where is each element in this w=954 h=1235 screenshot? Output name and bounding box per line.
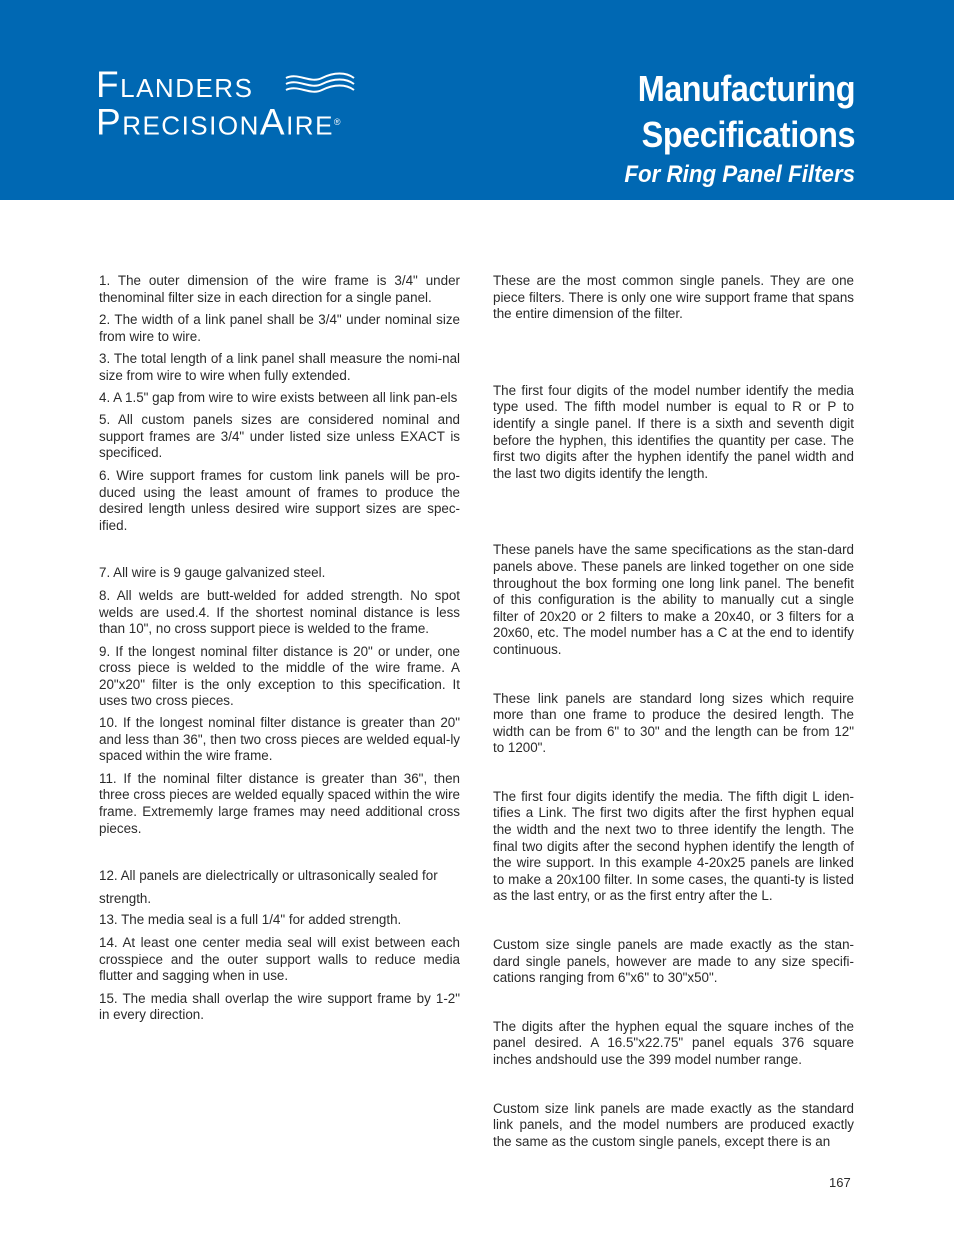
standard-panels-model-number: The first four digits of the model number identify the media type used. The fifth model number is equal to R or P to identify a single panel. If there is a sixth and seventh digit before the hyphen, this identifies the quantity per case. The first two digits after the hyphen identify the panel width and the last two digits identify the length. [493,382,854,481]
custom-single-panels-model-number: The digits after the hyphen equal the square inches of the panel desired. A 16.5"x22.75" panel equals 376 square inches andshould use the 399 model number range. [493,1018,854,1067]
spec-item-8: 8. All welds are butt-welded for added strength. No spot welds are used.4. If the shortest nominal distance is less than 10", no cross support piece is welded to the frame. [99,587,460,637]
spec-item-3: 3. The total length of a link panel shall measure the nomi-nal size from wire to wire when fully extended. [99,351,460,383]
spec-item-14: 14. At least one center media seal will exist between each crosspiece and the outer support walls to reduce media flutter and sagging when in use. [99,935,460,984]
spec-item-10: 10. If the longest nominal filter distance is greater than 20" and less than 36", then two cross pieces are welded equal-ly spaced within the wire frame. [99,715,460,764]
custom-single-panels-description: Custom size single panels are made exactly as the stan-dard single panels, however are made to any size specifi-cations ranging from 6"x6" to 30"x50". [493,937,854,986]
spec-item-12: 12. All panels are dielectrically or ultrasonically sealed for [99,868,438,884]
header-banner [0,0,954,200]
spec-item-5: 5. All custom panels sizes are considered nominal and support frames are 3/4" under listed size unless EXACT is specificed. [99,412,460,461]
spec-item-9: 9. If the longest nominal filter distance is 20" or under, one cross piece is welded to the middle of the wire frame. A 20"x20" filter is the only exception to this specification. It uses two cross pieces. [99,643,460,709]
waves-icon [284,72,356,98]
spec-item-6: 6. Wire support frames for custom link panels will be pro-duced using the least amount of frames to produce the desired length unless desired wire support sizes are spec-ified. [99,467,460,533]
logo-line-2: PRECISIONAIRE® [96,101,343,143]
page-title-line-1: Manufacturing [637,68,855,109]
page-title-line-2: Specifications [641,114,855,155]
logo-line-1: FLANDERS [96,64,254,105]
continuous-panels-description: These panels have the same specifications as the stan-dard panels above. These panels are linked together on one side throughout the box forming one long link panel. The benefit of this configuration is the ability to manually cut a single filter of 20x20 or 2 filters to make a 20x40, or 3 filters for a 20x60, etc. The model number has a C at the end to identify continuous. [493,542,854,657]
page-number: 167 [829,1175,851,1190]
spec-item-13: 13. The media seal is a full 1/4" for added strength. [99,912,402,928]
spec-item-15: 15. The media shall overlap the wire support frame by 1-2" in every direction. [99,990,460,1023]
company-logo [96,64,343,143]
spec-item-11: 11. If the nominal filter distance is greater than 36", then three cross pieces are welded equally spaced within the wire frame. Extrememly large frames may need additional cross pieces. [99,770,460,836]
title-block [607,66,855,190]
link-panels-model-number: The first four digits identify the media. The fifth digit L iden-tifies a Link. The first two digits after the first hyphen equal the width and the next two to three identify the length. The final two digits after the second hyphen identify the length of the wire support. In this example 4-20x25 panels are linked to make a 20x100 filter. In some cases, the quanti-ty is listed as the last entry, or as the first entry after the L. [493,788,854,904]
spec-item-2: 2. The width of a link panel shall be 3/4" under nominal size from wire to wire. [99,312,460,344]
spec-item-12-continued: strength. [99,890,152,906]
spec-item-4: 4. A 1.5" gap from wire to wire exists between all link pan-els [99,389,458,405]
right-column [493,273,854,1150]
spec-item-7: 7. All wire is 9 gauge galvanized steel. [99,565,326,581]
link-panels-description: These link panels are standard long sizes which require more than one frame to produce the desired length. The width can be from 6" to 30" and the length can be from 12" to 1200". [493,690,854,756]
custom-link-panels-description: Custom size link panels are made exactly as the standard link panels, and the model numbers are produced exactly the same as the custom single panels, except there is an [493,1100,854,1149]
standard-panels-description: These are the most common single panels. They are one piece filters. There is only one wire support frame that spans the entire dimension of the filter. [493,273,854,322]
left-column [99,273,460,1024]
spec-item-1: 1. The outer dimension of the wire frame is 3/4" under thenominal filter size in each direction for a single panel. [99,273,460,305]
page-subtitle: For Ring Panel Filters [624,161,855,188]
